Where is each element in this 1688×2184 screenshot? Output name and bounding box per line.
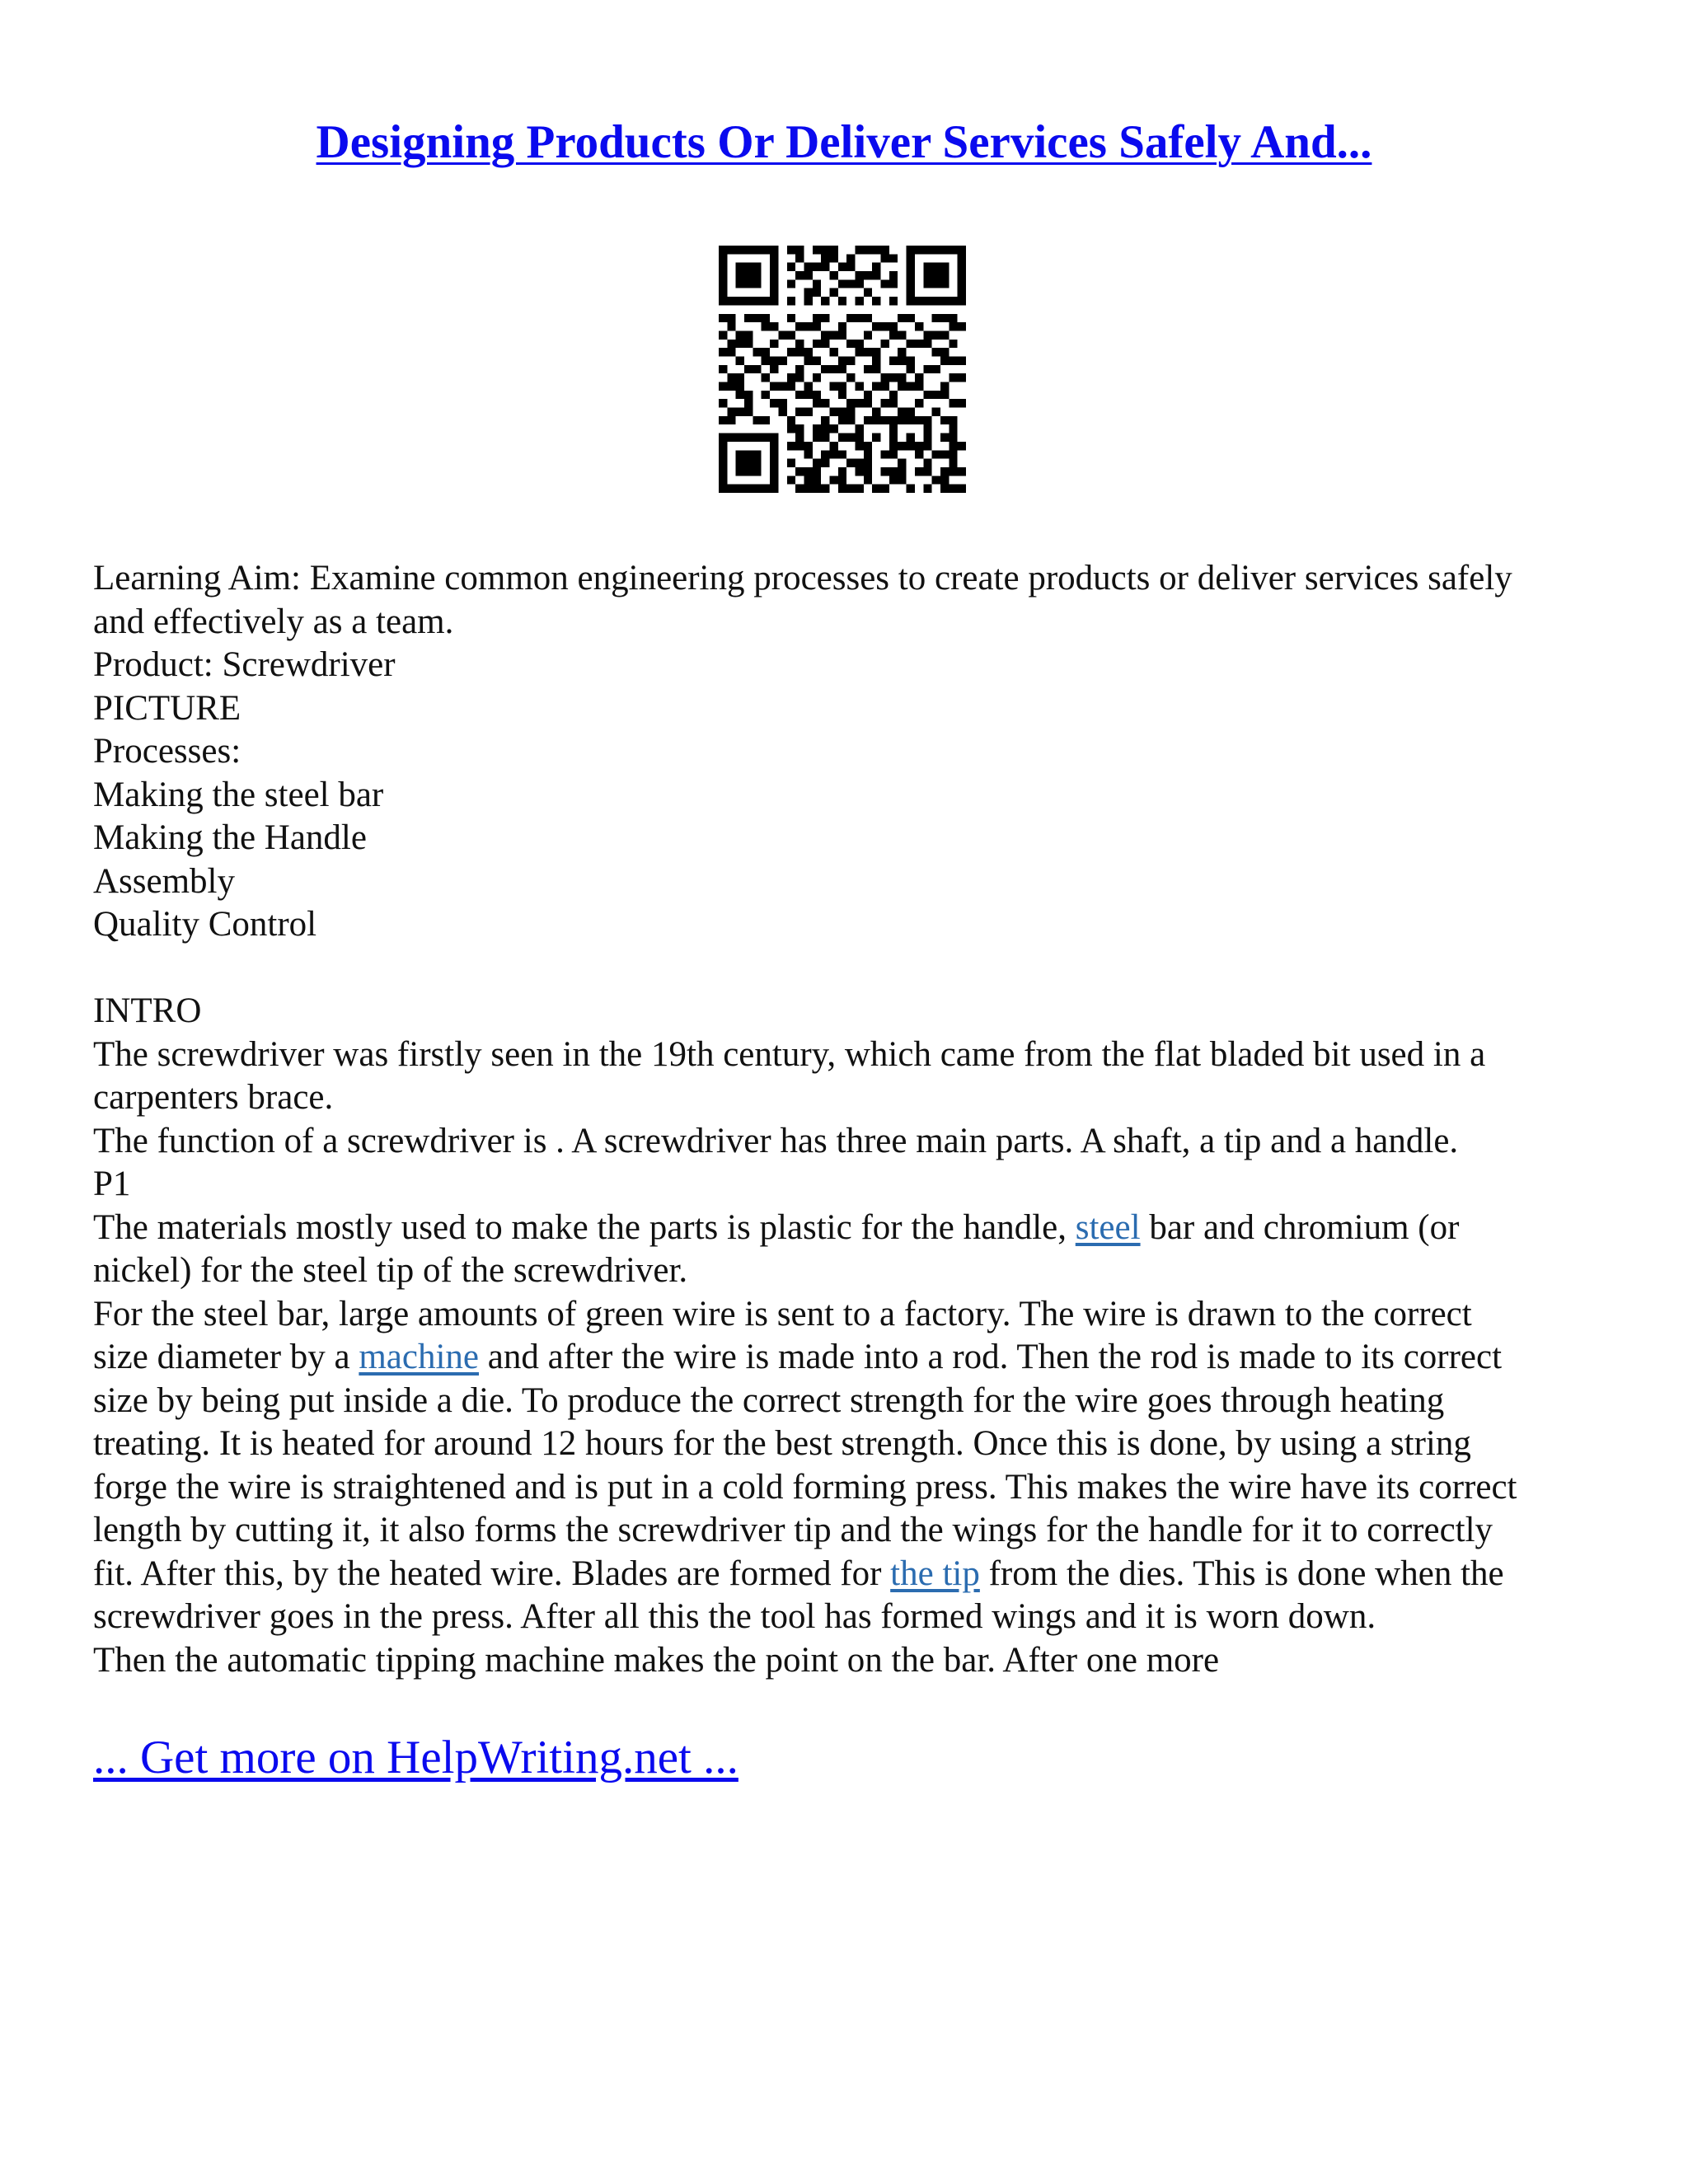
body-line: The screwdriver was firstly seen in the 19th century, which came from the flat bladed bit used in a [93, 1034, 1486, 1074]
body-line: The function of a screwdriver is . A screwdriver has three main parts. A shaft, a tip and a handle. [93, 1121, 1459, 1160]
body-line: Learning Aim: Examine common engineering processes to create products or deliver services safely [93, 559, 1512, 598]
text-fragment: size diameter by a [93, 1338, 359, 1376]
body-line: screwdriver goes in the press. After all this the tool has formed wings and it is worn down. [93, 1597, 1376, 1636]
body-line: Making the steel bar [93, 775, 384, 814]
machine-link[interactable]: machine [359, 1338, 480, 1376]
body-line: For the steel bar, large amounts of green wire is sent to a factory. The wire is drawn to the correct [93, 1294, 1472, 1333]
page-title [0, 114, 1688, 171]
get-more-section [93, 1729, 738, 1787]
body-line: and effectively as a team. [93, 602, 454, 641]
get-more-link[interactable]: ... Get more on HelpWriting.net ... [93, 1732, 738, 1783]
text-fragment: from the dies. This is done when the [979, 1554, 1504, 1593]
text-fragment: The materials mostly used to make the parts is plastic for the handle, [93, 1207, 1076, 1247]
body-line: Quality Control [93, 905, 317, 944]
body-line: Making the Handle [93, 818, 367, 857]
body-line: Processes: [93, 732, 241, 771]
document-body [93, 557, 1626, 1682]
body-line: treating. It is heated for around 12 hours for the best strength. Once this is done, by using a string [93, 1424, 1471, 1463]
blank-line [93, 947, 1626, 991]
body-line: Then the automatic tipping machine makes the point on the bar. After one more [93, 1640, 1220, 1680]
body-line: PICTURE [93, 688, 241, 728]
title-link[interactable]: Designing Products Or Deliver Services Safely And... [316, 116, 1372, 168]
body-line [93, 1336, 1626, 1380]
text-fragment: bar and chromium (or [1140, 1207, 1460, 1247]
body-line: Assembly [93, 861, 235, 901]
body-line: length by cutting it, it also forms the screwdriver tip and the wings for the handle for it to correctly [93, 1511, 1493, 1549]
body-line: nickel) for the steel tip of the screwdriver. [93, 1251, 688, 1290]
body-line [93, 1207, 1626, 1250]
body-line: size by being put inside a die. To produce the correct strength for the wire goes through heating [93, 1380, 1445, 1420]
text-fragment: and after the wire is made into a rod. Then the rod is made to its correct [479, 1338, 1503, 1376]
text-fragment: fit. After this, by the heated wire. Blades are formed for [93, 1554, 891, 1593]
body-line: INTRO [93, 991, 202, 1030]
the-tip-link[interactable]: the tip [890, 1554, 980, 1593]
body-line: Product: Screwdriver [93, 645, 396, 684]
qr-code [719, 246, 966, 493]
steel-link[interactable]: steel [1075, 1207, 1141, 1247]
body-line: forge the wire is straightened and is put in a cold forming press. This makes the wire have its correct [93, 1467, 1517, 1507]
body-line [93, 1553, 1626, 1596]
body-line: P1 [93, 1165, 131, 1203]
body-line: carpenters brace. [93, 1078, 334, 1117]
